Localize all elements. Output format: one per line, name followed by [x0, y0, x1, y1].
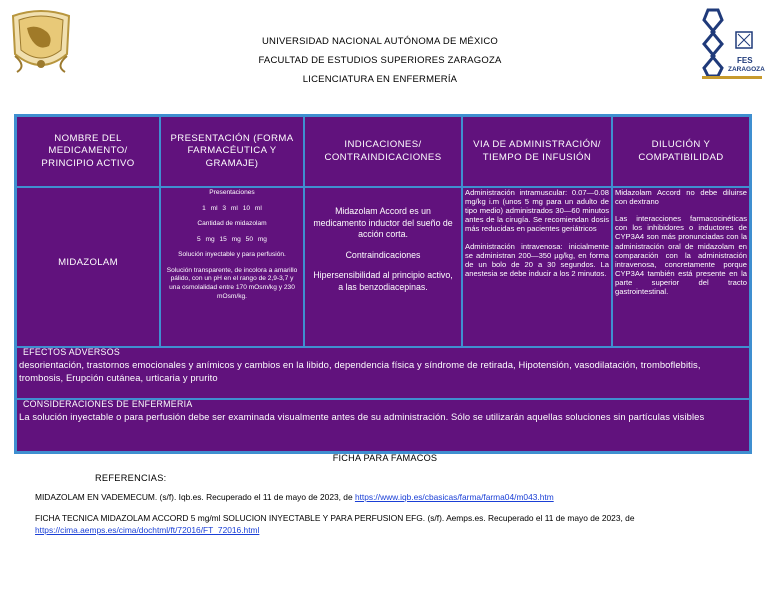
logo-text-zaragoza: ZARAGOZA [728, 66, 765, 73]
reference-1 [35, 491, 755, 503]
table-caption: FICHA PARA FAMACOS [332, 453, 438, 463]
drug-table [14, 114, 752, 454]
route-im-text: Administración intramuscular: 0.07—0.08 mg/kg i.m (unos 5 mg para un adulto de tipo medio) administrados 30—60 minutos antes de la cirugía. Se recomiendan dosis más reducidas en pacientes geriátricos [465, 188, 609, 234]
program-title: LICENCIATURA EN ENFERMERÍA [302, 74, 458, 85]
dilution-text: Midazolam Accord no debe diluirse con dextrano [615, 188, 747, 207]
presentation-line: 1 ml 3 ml 10 ml [202, 204, 262, 212]
presentation-cell [161, 188, 303, 346]
route-cell [463, 188, 611, 346]
contraindication-text: Hipersensibilidad al principio activo, a las benzodiacepinas. [313, 270, 453, 293]
logo-text-fes: FES [737, 56, 753, 65]
header-dilution: DILUCIÓN Y COMPATIBILIDAD [613, 117, 749, 186]
presentation-line: Cantidad de midazolam [197, 220, 267, 228]
header-drug-name: NOMBRE DEL MEDICAMENTO/ PRINCIPIO ACTIVO [17, 117, 159, 186]
contraindications-heading: Contraindicaciones [345, 249, 421, 260]
interactions-text: Las interacciones farmacocinéticas con los inhibidores o inductores de CYP3A4 son más pronunciadas con la administración oral de midazolam en comparación con la administración intravenosa, concretamente porque CYP3A4 también está presente en la parte superior del tracto gastrointestinal. [615, 214, 747, 297]
university-title: UNIVERSIDAD NACIONAL AUTÓNOMA DE MÉXICO [261, 36, 498, 47]
adverse-effects-section [17, 348, 749, 398]
header-presentation: PRESENTACIÓN (FORMA FARMACÉUTICA Y GRAMAJE) [161, 117, 303, 186]
header-route: VIA DE ADMINISTRACIÓN/ TIEMPO DE INFUSIÓN [463, 117, 611, 186]
dilution-cell [613, 188, 749, 346]
route-iv-text: Administración intravenosa: inicialmente se administran 200—350 µg/kg, en forma de un bolo de 20 a 30 segundos. La anestesia se debe inducir a los 2 minutos. [465, 241, 609, 278]
nursing-considerations-section [17, 400, 749, 451]
unam-crest-icon [7, 6, 75, 78]
drug-name-cell [17, 188, 159, 346]
presentation-line: Presentaciones [209, 189, 255, 196]
presentation-line: Solución transparente, de incolora a amarillo pálido, con un pH en el rango de 2,9-3,7 y una osmolalidad entre 170 mOsm/kg y 230 mOsm/kg. [166, 266, 298, 300]
reference-1-link[interactable]: https://www.iqb.es/cbasicas/farma/farma04/m043.htm [354, 492, 554, 502]
reference-2-link[interactable]: https://cima.aemps.es/cima/dochtml/ft/72016/FT_72016.html [35, 525, 260, 536]
drug-name: MIDAZOLAM [58, 256, 118, 268]
adverse-effects-text: desorientación, trastornos emocionales y anímicos y cambios en la libido, dependencia física y síndrome de retirada, Hipotensión, vasodilatación, tromboflebitis, trombosis, Erupción cutánea, urticaria y prurito [19, 359, 701, 384]
reference-1-text: MIDAZOLAM EN VADEMECUM. (s/f). Iqb.es. Recuperado el 11 de mayo de 2023, de [35, 492, 355, 502]
presentation-line: Solución inyectable y para perfusión. [178, 251, 286, 259]
header-indications: INDICACIONES/ CONTRAINDICACIONES [305, 117, 461, 186]
references-title: REFERENCIAS: [95, 473, 167, 483]
reference-2-text: FICHA TECNICA MIDAZOLAM ACCORD 5 mg/ml SOLUCION INYECTABLE Y PARA PERFUSION EFG. (s/f). Aemps.es. Recuperado el 11 de mayo de 2023, de [35, 513, 635, 523]
presentation-line: 5 mg 15 mg 50 mg [197, 235, 267, 243]
faculty-title: FACULTAD DE ESTUDIOS SUPERIORES ZARAGOZA [258, 55, 502, 66]
nursing-considerations-title: CONSIDERACIONES DE ENFERMERÍA [23, 400, 193, 409]
nursing-considerations-text: La solución inyectable o para perfusión debe ser examinada visualmente antes de su administración. Sólo se utilizarán aquellas soluciones sin partículas visibles [19, 411, 705, 422]
indication-text: Midazolam Accord es un medicamento inductor del sueño de acción corta. [313, 206, 453, 240]
indications-cell [305, 188, 461, 346]
adverse-effects-title: EFECTOS ADVERSOS [23, 348, 121, 357]
reference-2 [35, 512, 753, 536]
